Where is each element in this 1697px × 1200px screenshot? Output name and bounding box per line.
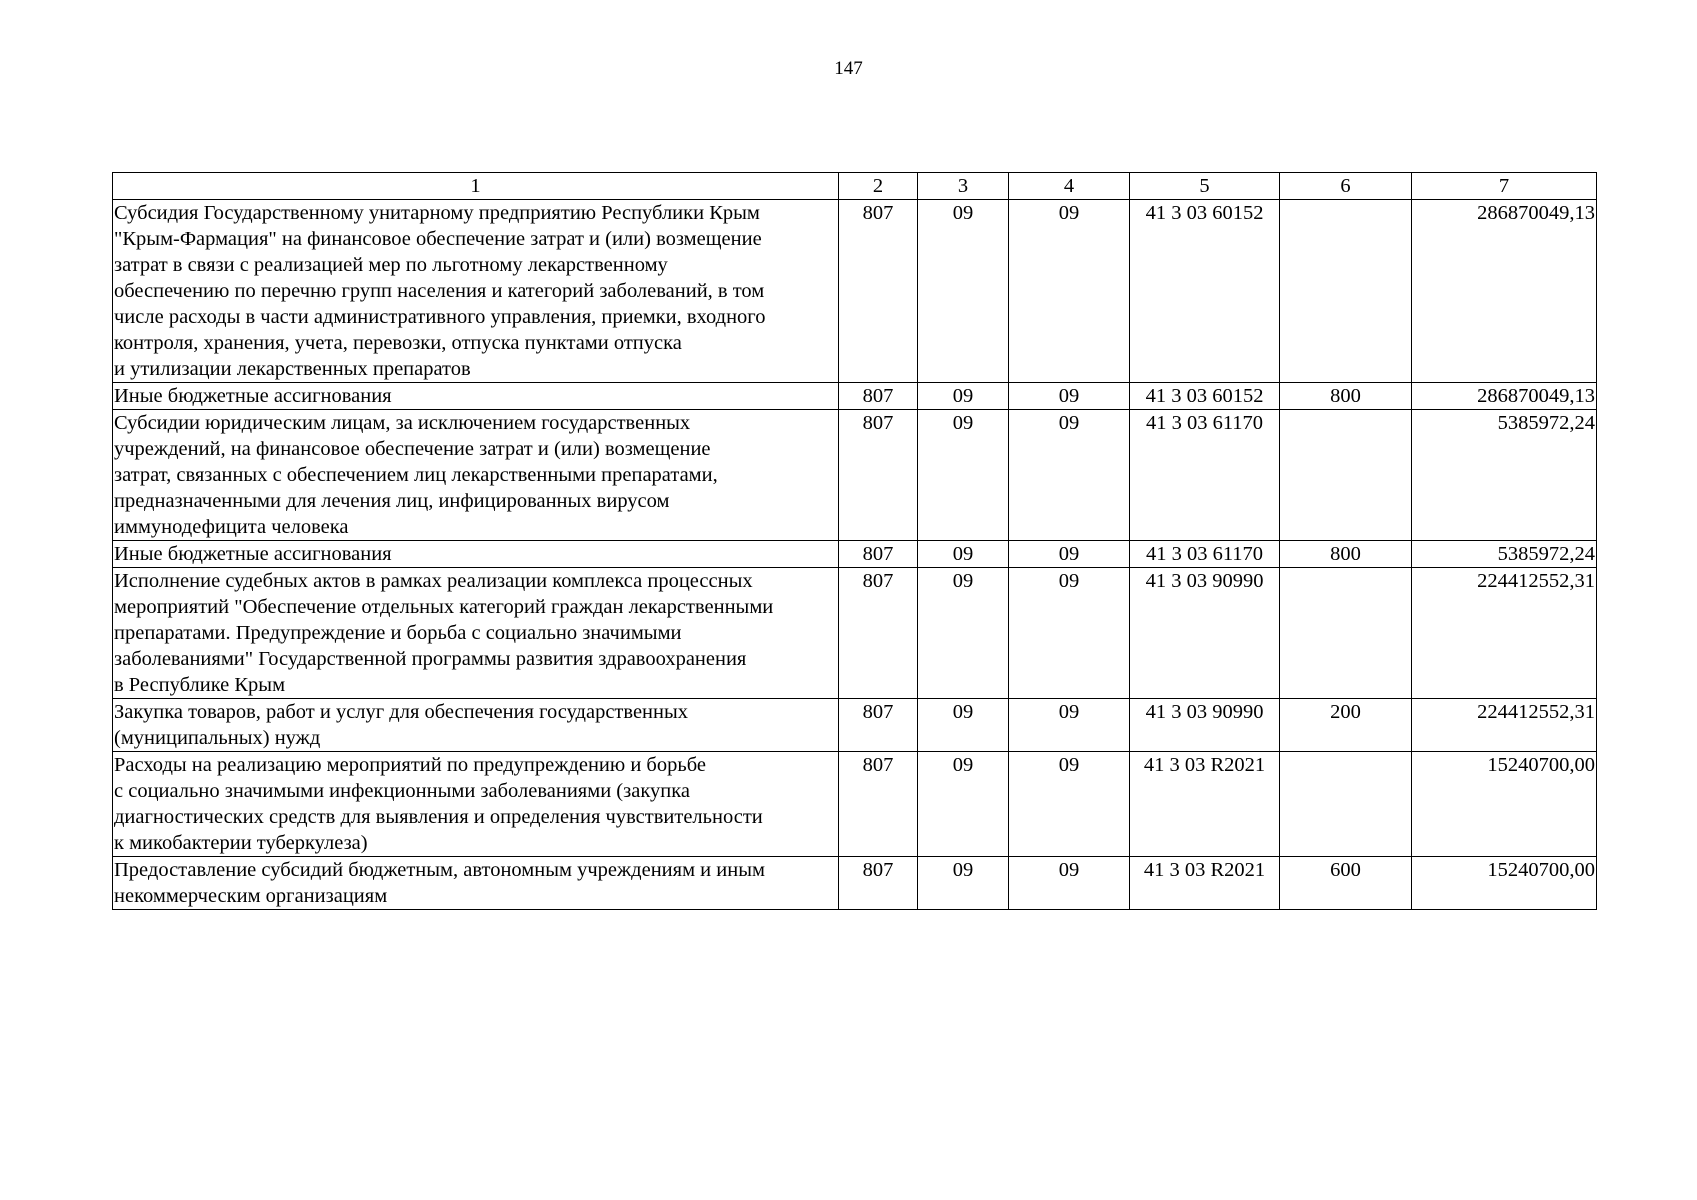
row-code-section: 09	[918, 568, 1009, 699]
page-number: 147	[834, 58, 863, 79]
row-code-target: 41 3 03 61170	[1130, 410, 1280, 541]
column-header-5: 5	[1130, 173, 1280, 200]
row-code-subsection: 09	[1009, 541, 1130, 568]
row-amount: 286870049,13	[1412, 383, 1597, 410]
row-code-section: 09	[918, 699, 1009, 752]
row-description: Расходы на реализацию мероприятий по предупреждению и борьбе с социально значимыми инфекционными заболеваниями (закупка диагностических средств для выявления и определения чувствительности к микобактерии туберкулеза)	[113, 752, 839, 857]
row-code-expense-type: 800	[1280, 383, 1412, 410]
table-row	[113, 410, 1597, 541]
row-code-ministry: 807	[839, 699, 918, 752]
column-header-4: 4	[1009, 173, 1130, 200]
row-code-expense-type	[1280, 752, 1412, 857]
row-code-expense-type: 200	[1280, 699, 1412, 752]
table-row	[113, 699, 1597, 752]
row-code-subsection: 09	[1009, 752, 1130, 857]
row-code-ministry: 807	[839, 410, 918, 541]
row-code-section: 09	[918, 857, 1009, 910]
row-code-subsection: 09	[1009, 410, 1130, 541]
row-amount: 224412552,31	[1412, 699, 1597, 752]
row-amount: 5385972,24	[1412, 541, 1597, 568]
row-code-section: 09	[918, 200, 1009, 383]
row-code-ministry: 807	[839, 383, 918, 410]
row-code-expense-type	[1280, 200, 1412, 383]
column-header-7: 7	[1412, 173, 1597, 200]
column-header-6: 6	[1280, 173, 1412, 200]
row-code-section: 09	[918, 383, 1009, 410]
row-code-ministry: 807	[839, 568, 918, 699]
row-code-target: 41 3 03 61170	[1130, 541, 1280, 568]
row-code-subsection: 09	[1009, 383, 1130, 410]
row-code-section: 09	[918, 752, 1009, 857]
row-amount: 286870049,13	[1412, 200, 1597, 383]
row-description: Предоставление субсидий бюджетным, автономным учреждениям и иным некоммерческим организациям	[113, 857, 839, 910]
row-description: Субсидии юридическим лицам, за исключением государственных учреждений, на финансовое обеспечение затрат и (или) возмещение затрат, связанных с обеспечением лиц лекарственными препаратами, предназначенными для лечения лиц, инфицированных вирусом иммунодефицита человека	[113, 410, 839, 541]
table-row	[113, 568, 1597, 699]
budget-table	[112, 172, 1597, 910]
row-code-target: 41 3 03 60152	[1130, 383, 1280, 410]
row-code-target: 41 3 03 90990	[1130, 699, 1280, 752]
row-code-expense-type: 600	[1280, 857, 1412, 910]
row-code-subsection: 09	[1009, 699, 1130, 752]
row-code-expense-type	[1280, 568, 1412, 699]
row-code-section: 09	[918, 541, 1009, 568]
row-description: Иные бюджетные ассигнования	[113, 541, 839, 568]
row-code-ministry: 807	[839, 200, 918, 383]
column-header-2: 2	[839, 173, 918, 200]
row-code-subsection: 09	[1009, 200, 1130, 383]
row-description: Закупка товаров, работ и услуг для обеспечения государственных (муниципальных) нужд	[113, 699, 839, 752]
table-body	[113, 200, 1597, 910]
row-amount: 15240700,00	[1412, 752, 1597, 857]
row-description: Субсидия Государственному унитарному предприятию Республики Крым "Крым-Фармация" на финансовое обеспечение затрат и (или) возмещение затрат в связи с реализацией мер по льготному лекарственному обеспечению по перечню групп населения и категорий заболеваний, в том числе расходы в части административного управления, приемки, входного контроля, хранения, учета, перевозки, отпуска пунктами отпуска и утилизации лекарственных препаратов	[113, 200, 839, 383]
row-description: Исполнение судебных актов в рамках реализации комплекса процессных мероприятий "Обеспечение отдельных категорий граждан лекарственными препаратами. Предупреждение и борьба с социально значимыми заболеваниями" Государственной программы развития здравоохранения в Республике Крым	[113, 568, 839, 699]
table-row	[113, 200, 1597, 383]
row-code-subsection: 09	[1009, 857, 1130, 910]
row-code-target: 41 3 03 R2021	[1130, 752, 1280, 857]
table-row	[113, 857, 1597, 910]
row-code-subsection: 09	[1009, 568, 1130, 699]
header-row	[113, 173, 1597, 200]
row-amount: 15240700,00	[1412, 857, 1597, 910]
row-amount: 224412552,31	[1412, 568, 1597, 699]
row-code-target: 41 3 03 90990	[1130, 568, 1280, 699]
table-row	[113, 752, 1597, 857]
column-header-3: 3	[918, 173, 1009, 200]
row-code-target: 41 3 03 R2021	[1130, 857, 1280, 910]
table-header	[113, 173, 1597, 200]
column-header-1: 1	[113, 173, 839, 200]
table-row	[113, 541, 1597, 568]
row-description: Иные бюджетные ассигнования	[113, 383, 839, 410]
row-code-ministry: 807	[839, 541, 918, 568]
row-amount: 5385972,24	[1412, 410, 1597, 541]
row-code-expense-type: 800	[1280, 541, 1412, 568]
row-code-ministry: 807	[839, 857, 918, 910]
row-code-section: 09	[918, 410, 1009, 541]
row-code-ministry: 807	[839, 752, 918, 857]
row-code-target: 41 3 03 60152	[1130, 200, 1280, 383]
table-row	[113, 383, 1597, 410]
row-code-expense-type	[1280, 410, 1412, 541]
